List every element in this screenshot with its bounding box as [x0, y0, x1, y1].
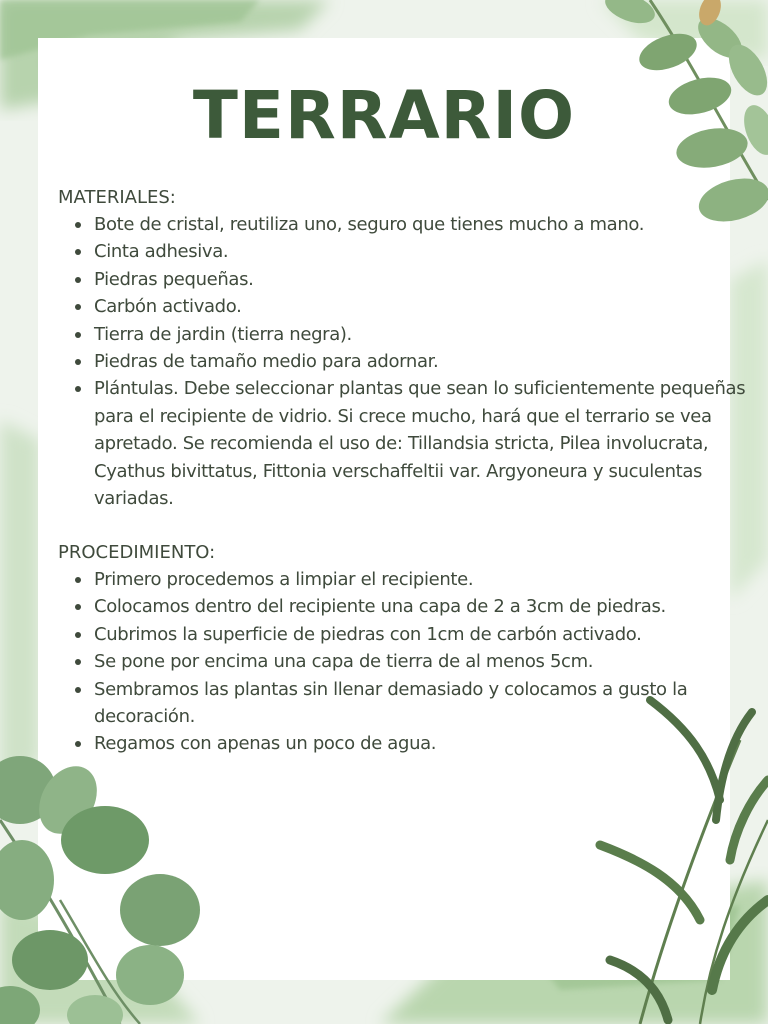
list-item: Tierra de jardin (tierra negra). — [58, 321, 748, 348]
list-item: Regamos con apenas un poco de agua. — [58, 730, 748, 757]
materiales-section — [58, 184, 748, 512]
procedimiento-list — [58, 566, 748, 758]
materiales-heading: MATERIALES: — [58, 187, 176, 208]
list-item: Cubrimos la superficie de piedras con 1cm de carbón activado. — [58, 621, 748, 648]
list-item: Piedras pequeñas. — [58, 266, 748, 293]
materiales-list — [58, 211, 748, 512]
list-item: Piedras de tamaño medio para adornar. — [58, 348, 748, 375]
list-item: Carbón activado. — [58, 293, 748, 320]
list-item: Bote de cristal, reutiliza uno, seguro que tienes mucho a mano. — [58, 211, 748, 238]
list-item: Plántulas. Debe seleccionar plantas que sean lo suficientemente pequeñas para el recipiente de vidrio. Si crece mucho, hará que el terrario se vea apretado. Se recomienda el uso de: Tillandsia stricta, Pilea involucrata, Cyathus bivittatus, Fittonia verschaffeltii var. Argyoneura y suculentas variadas. — [58, 375, 748, 512]
list-item: Primero procedemos a limpiar el recipiente. — [58, 566, 748, 593]
list-item: Colocamos dentro del recipiente una capa de 2 a 3cm de piedras. — [58, 593, 748, 620]
procedimiento-section — [58, 539, 748, 758]
list-item: Cinta adhesiva. — [58, 238, 748, 265]
procedimiento-heading: PROCEDIMIENTO: — [58, 542, 216, 563]
list-item: Se pone por encima una capa de tierra de al menos 5cm. — [58, 648, 748, 675]
page-title: TERRARIO — [192, 77, 576, 154]
list-item: Sembramos las plantas sin llenar demasiado y colocamos a gusto la decoración. — [58, 676, 748, 731]
